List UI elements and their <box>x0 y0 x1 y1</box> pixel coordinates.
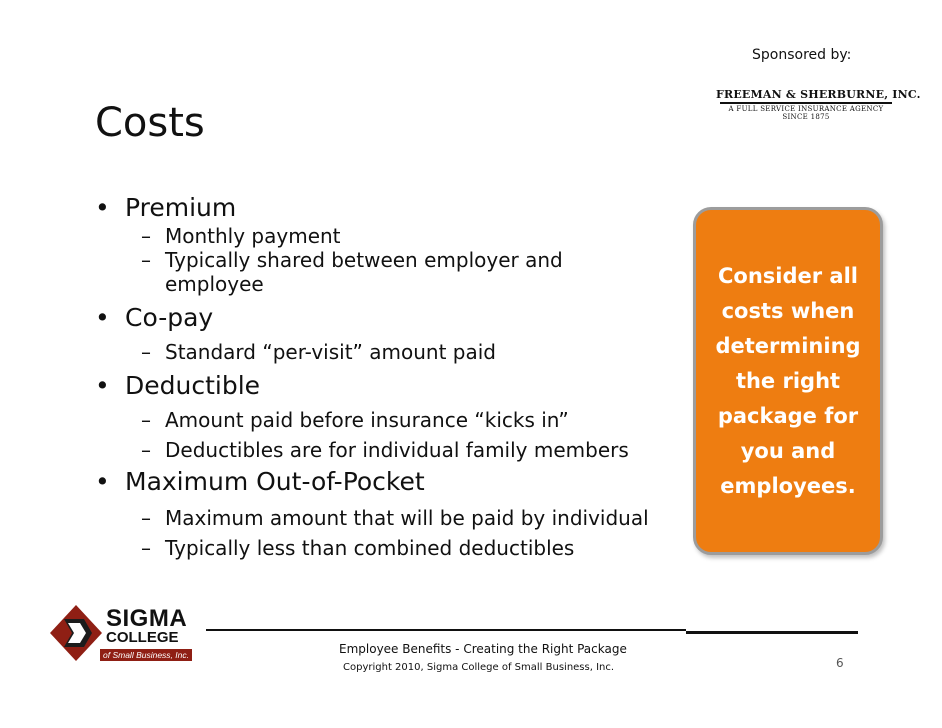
sub-bullet-text: Typically less than combined deductibles <box>165 536 575 560</box>
sigma-college-logo <box>48 603 198 663</box>
bullet-maximum-out-of-pocket <box>95 466 705 498</box>
sponsor-logo-name: FREEMAN & SHERBURNE, INC. <box>716 88 921 101</box>
bullet-label: Co-pay <box>125 303 214 332</box>
slide-title: Costs <box>95 100 205 146</box>
bullet-dot-icon: • <box>95 371 110 400</box>
footer-divider-right <box>686 631 858 634</box>
sub-bullet-text: Standard “per-visit” amount paid <box>165 340 496 364</box>
page-number: 6 <box>836 656 844 670</box>
footer-copyright: Copyright 2010, Sigma College of Small Business, Inc. <box>343 662 615 673</box>
sub-bullet <box>95 340 705 364</box>
sub-bullet <box>95 536 705 560</box>
bullet-label: Maximum Out-of-Pocket <box>125 467 425 496</box>
sponsor-logo-rule <box>720 102 892 104</box>
bullet-dot-icon: • <box>95 193 110 222</box>
bullet-list <box>95 192 705 560</box>
bullet-deductible <box>95 370 705 402</box>
sub-bullet-text: Typically shared between employer and employee <box>165 248 563 296</box>
bullet-label: Deductible <box>125 371 261 400</box>
dash-icon: – <box>141 536 151 560</box>
footer-title: Employee Benefits - Creating the Right Package <box>339 642 627 656</box>
sponsored-by-label: Sponsored by: <box>752 47 852 63</box>
bullet-premium <box>95 192 705 224</box>
sub-bullet-text: Maximum amount that will be paid by individual <box>165 506 649 530</box>
dash-icon: – <box>141 224 151 248</box>
sub-bullet <box>95 248 615 296</box>
sigma-emblem-icon <box>48 603 104 663</box>
sigma-logo-tagline: of Small Business, Inc. <box>100 649 192 661</box>
dash-icon: – <box>141 506 151 530</box>
sub-bullet <box>95 438 705 462</box>
sponsor-logo <box>716 88 921 121</box>
callout-text: Consider all costs when determining the right package for you and employees. <box>715 263 861 498</box>
sub-bullet <box>95 506 705 530</box>
dash-icon: – <box>141 340 151 364</box>
sigma-logo-word: SIGMA <box>106 605 188 632</box>
callout-box <box>693 207 883 555</box>
sub-bullet-text: Amount paid before insurance “kicks in” <box>165 408 569 432</box>
bullet-dot-icon: • <box>95 303 110 332</box>
bullet-dot-icon: • <box>95 467 110 496</box>
footer-divider <box>206 629 686 631</box>
bullet-label: Premium <box>125 193 237 222</box>
dash-icon: – <box>141 248 151 272</box>
sponsor-logo-tagline: A FULL SERVICE INSURANCE AGENCY <box>728 105 884 113</box>
college-logo-word: COLLEGE <box>106 629 179 646</box>
dash-icon: – <box>141 438 151 462</box>
sponsor-logo-since: SINCE 1875 <box>782 113 830 121</box>
sub-bullet-text: Deductibles are for individual family members <box>165 438 629 462</box>
sub-bullet <box>95 408 705 432</box>
bullet-co-pay <box>95 302 705 334</box>
sub-bullet <box>95 224 705 248</box>
sub-bullet-text: Monthly payment <box>165 224 341 248</box>
dash-icon: – <box>141 408 151 432</box>
